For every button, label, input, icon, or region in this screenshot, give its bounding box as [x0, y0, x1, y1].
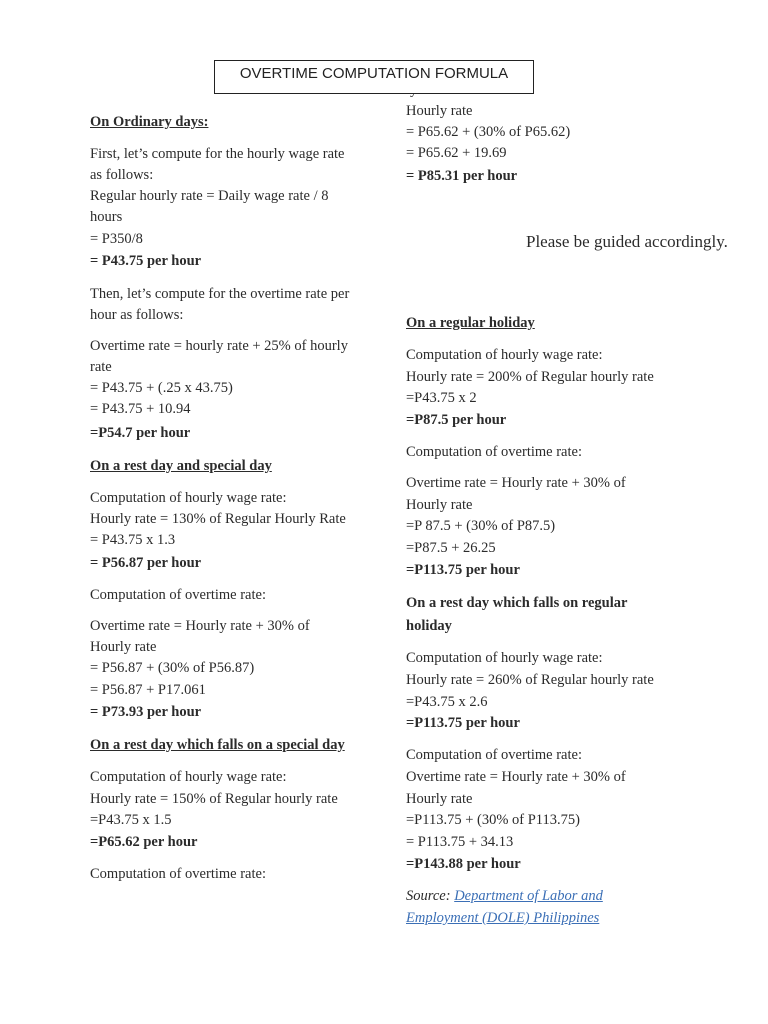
left-column-line: = P43.75 x 1.3: [90, 532, 176, 548]
left-column-line: = P350/8: [90, 231, 143, 247]
left-column-line: Hourly rate = 130% of Regular Hourly Rate: [90, 511, 346, 527]
source-link-part1[interactable]: Department of Labor and: [454, 888, 603, 904]
right-column-line: Hourly rate: [406, 103, 473, 119]
left-column-line: Then, let’s compute for the overtime rate per: [90, 286, 350, 302]
source-line-2: [406, 908, 599, 928]
right-column-line: Hourly rate: [406, 791, 473, 807]
right-column-line: =P113.75 per hour: [406, 562, 520, 578]
left-column-line: hour as follows:: [90, 307, 184, 323]
left-column-line: rate: [90, 359, 112, 375]
right-column-line: =P87.5 + 26.25: [406, 540, 496, 556]
right-column-line: = P85.31 per hour: [406, 168, 518, 184]
source-link-part2[interactable]: Employment (DOLE) Philippines: [406, 910, 600, 926]
left-column-line: = P43.75 + 10.94: [90, 401, 191, 417]
left-column-line: = P56.87 + (30% of P56.87): [90, 660, 255, 676]
right-column-line: =P87.5 per hour: [406, 412, 507, 428]
left-column-line: Computation of overtime rate:: [90, 587, 266, 603]
left-column-line: Computation of hourly wage rate:: [90, 490, 287, 506]
right-column-line: =P43.75 x 2: [406, 390, 477, 406]
right-column-line: = P113.75 + 34.13: [406, 834, 514, 850]
left-column-line: Overtime rate = hourly rate + 25% of hourly: [90, 338, 348, 354]
right-column-line: Overtime rate = Hourly rate + 30% of: [406, 475, 626, 491]
source-line: [406, 886, 603, 906]
guided-note: Please be guided accordingly.: [526, 232, 728, 251]
left-column-line: On a rest day which falls on a special day: [90, 737, 345, 753]
document-title: [214, 60, 534, 94]
right-column-line: = P65.62 + 19.69: [406, 145, 507, 161]
right-column-line: = P65.62 + (30% of P65.62): [406, 124, 571, 140]
left-column-line: =P54.7 per hour: [90, 425, 191, 441]
right-column-line: =P43.75 x 2.6: [406, 694, 488, 710]
right-column-line: =P 87.5 + (30% of P87.5): [406, 518, 556, 534]
left-column-line: = P56.87 per hour: [90, 555, 202, 571]
left-column-line: Computation of hourly wage rate:: [90, 769, 287, 785]
left-column-line: Overtime rate = Hourly rate + 30% of: [90, 618, 310, 634]
left-column-line: =P43.75 x 1.5: [90, 812, 172, 828]
right-column-line: Computation of overtime rate:: [406, 747, 582, 763]
left-column-line: as follows:: [90, 167, 154, 183]
left-column-line: On Ordinary days:: [90, 114, 209, 130]
right-column-line: Computation of hourly wage rate:: [406, 347, 603, 363]
right-column-line: =P113.75 + (30% of P113.75): [406, 812, 580, 828]
right-column-line: Hourly rate: [406, 497, 473, 513]
document-title-text: OVERTIME COMPUTATION FORMULA: [239, 65, 509, 82]
left-column-line: hours: [90, 209, 123, 225]
right-column-line: Overtime rate = Hourly rate + 30% of: [406, 769, 626, 785]
left-column-line: Computation of overtime rate:: [90, 866, 266, 882]
right-column-line: =P113.75 per hour: [406, 715, 520, 731]
left-column-line: Hourly rate: [90, 639, 157, 655]
left-column-line: First, let’s compute for the hourly wage rate: [90, 146, 345, 162]
left-column-line: On a rest day and special day: [90, 458, 272, 474]
left-column-line: Regular hourly rate = Daily wage rate / 8: [90, 188, 329, 204]
right-column-line: Computation of overtime rate:: [406, 444, 582, 460]
left-column-line: =P65.62 per hour: [90, 834, 198, 850]
source-label: Source:: [406, 888, 455, 904]
right-column-line: holiday: [406, 618, 452, 634]
right-column-line: Computation of hourly wage rate:: [406, 650, 603, 666]
right-column-line: Hourly rate = 200% of Regular hourly rate: [406, 369, 654, 385]
left-column-line: Hourly rate = 150% of Regular hourly rate: [90, 791, 338, 807]
right-column-line: On a regular holiday: [406, 315, 535, 331]
left-column-line: = P56.87 + P17.061: [90, 682, 206, 698]
right-column-line: Hourly rate = 260% of Regular hourly rate: [406, 672, 654, 688]
right-column-line: =P143.88 per hour: [406, 856, 521, 872]
left-column-line: = P43.75 + (.25 x 43.75): [90, 380, 233, 396]
left-column-line: = P73.93 per hour: [90, 704, 202, 720]
left-column-line: = P43.75 per hour: [90, 253, 202, 269]
right-column-line: On a rest day which falls on regular: [406, 595, 628, 611]
